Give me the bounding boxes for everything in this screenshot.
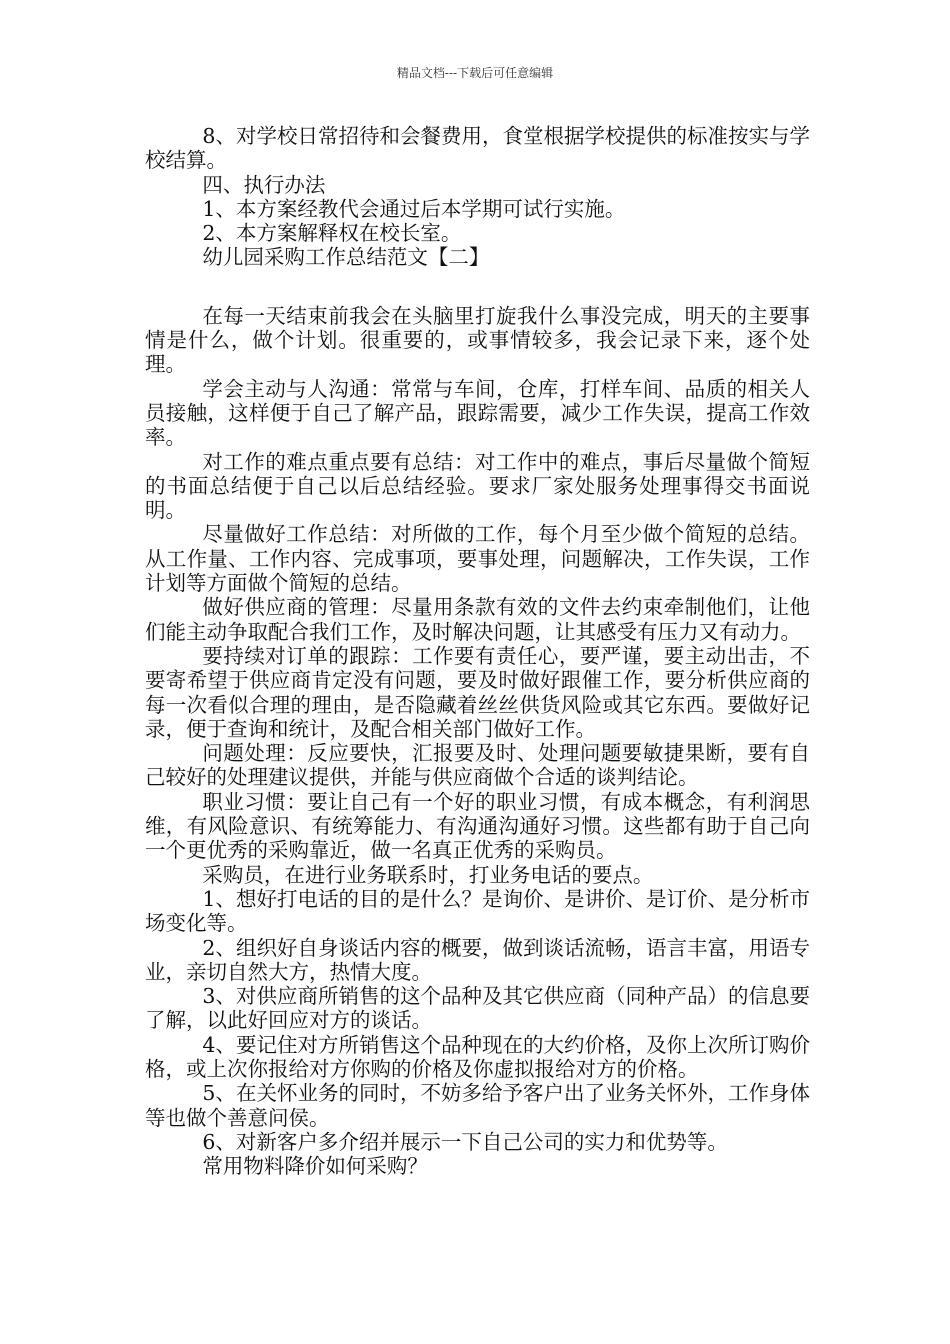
- paragraph: 1、本方案经教代会通过后本学期可试行实施。: [202, 196, 626, 221]
- list-item: 3、对供应商所销售的这个品种及其它供应商（同种产品）的信息要了解，以此好回应对方的谈话。: [145, 984, 810, 1033]
- list-item: 1、想好打电话的目的是什么？是询价、是讲价、是订价、是分析市场变化等。: [145, 886, 810, 936]
- list-item: 6、对新客户多介绍并展示一下自己公司的实力和优势等。: [202, 1129, 728, 1154]
- paragraph: 采购员，在进行业务联系时，打业务电话的要点。: [202, 862, 654, 887]
- list-item: 2、组织好自身谈话内容的概要，做到谈话流畅，语言丰富，用语专业，亲切自然大方，热情大度。: [145, 935, 810, 984]
- paragraph: 要持续对订单的跟踪：工作要有责任心，要严谨，要主动出击，不要寄希望于供应商肯定没有问题，要及时做好跟催工作，要分析供应商的每一次看似合理的理由，是否隐藏着丝丝供货风险或其它东西。要做好记录，便于查询和统计，及配合相关部门做好工作。: [145, 643, 810, 741]
- list-item: 5、在关怀业务的同时，不妨多给予客户出了业务关怀外，工作身体等也做个善意问侯。: [145, 1081, 810, 1130]
- paragraph: 在每一天结束前我会在头脑里打旋我什么事没完成，明天的主要事情是什么，做个计划。很重要的，或事情较多，我会记录下来，逐个处理。: [145, 303, 810, 377]
- paragraph: 对工作的难点重点要有总结：对工作中的难点，事后尽量做个简短的书面总结便于自己以后总结经验。要求厂家处服务处理事得交书面说明。: [145, 449, 810, 523]
- section-heading: 四、执行办法: [202, 172, 326, 197]
- paragraph: 做好供应商的管理：尽量用条款有效的文件去约束牵制他们，让他们能主动争取配合我们工作，及时解决问题，让其感受有压力又有动力。: [145, 595, 810, 644]
- page-header-note: 精品文档---下载后可任意编辑: [396, 66, 554, 80]
- paragraph: 问题处理：反应要快，汇报要及时、处理问题要敏捷果断，要有自己较好的处理建议提供，并能与供应商做个合适的谈判结论。: [145, 741, 810, 790]
- paragraph: 尽量做好工作总结：对所做的工作，每个月至少做个简短的总结。从工作量、工作内容、完成事项，要事处理，问题解决，工作失误，工作计划等方面做个简短的总结。: [145, 522, 810, 596]
- paragraph: 职业习惯：要让自己有一个好的职业习惯，有成本概念，有利润思维，有风险意识、有统筹能力、有沟通沟通好习惯。这些都有助于自己向一个更优秀的采购靠近，做一名真正优秀的采购员。: [145, 789, 810, 863]
- paragraph: 常用物料降价如何采购？: [202, 1154, 428, 1179]
- paragraph: 2、本方案解释权在校长室。: [202, 221, 462, 246]
- article-title: 幼儿园采购工作总结范文【二】: [202, 245, 490, 270]
- paragraph: 学会主动与人沟通：常常与车间，仓库，打样车间、品质的相关人员接触，这样便于自己了解产品，跟踪需要，减少工作失误，提高工作效率。: [145, 376, 810, 450]
- document-body: [145, 124, 810, 1178]
- list-item: 4、要记住对方所销售这个品种现在的大约价格，及你上次所订购价格，或上次你报给对方你购的价格及你虚拟报给对方的价格。: [145, 1032, 810, 1081]
- paragraph: 8、对学校日常招待和会餐费用，食堂根据学校提供的标准按实与学校结算。: [145, 124, 810, 173]
